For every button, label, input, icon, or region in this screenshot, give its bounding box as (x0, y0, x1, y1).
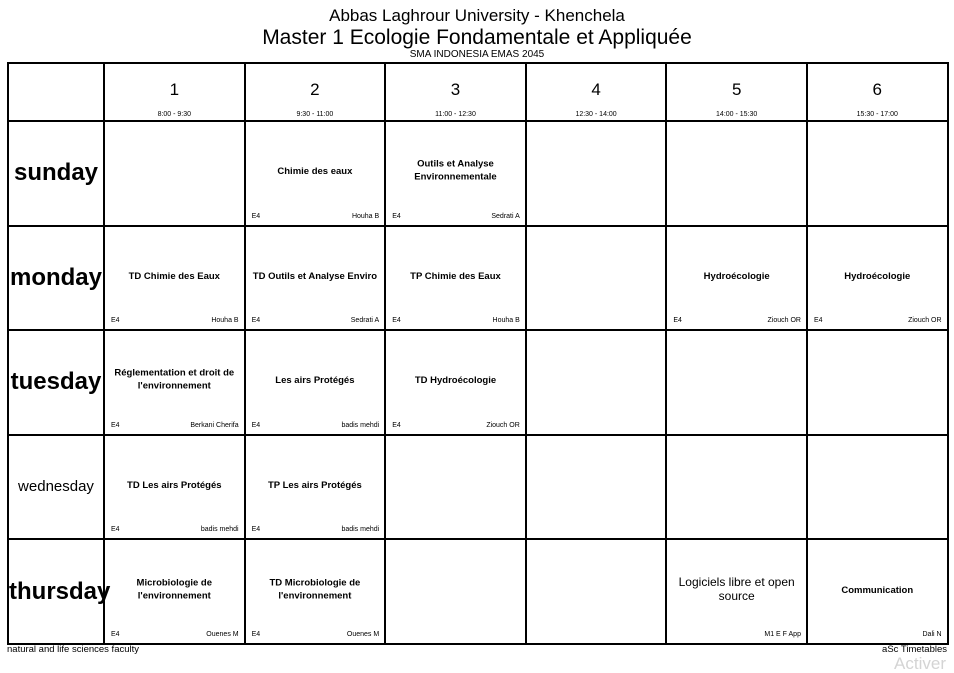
lesson-teacher: Ouenes M (206, 630, 239, 638)
class-subtitle: SMA INDONESIA EMAS 2045 (409, 49, 545, 60)
lesson-room: E4 (111, 317, 120, 325)
lesson-subject: TP Les airs Protégés (267, 480, 362, 492)
period-time: 8:00 - 9:30 (157, 111, 192, 118)
lesson-cell (104, 330, 245, 435)
period-header-row (8, 63, 948, 121)
lesson-cell (666, 539, 807, 644)
faculty-footer: natural and life sciences faculty (7, 644, 140, 655)
lesson-teacher: Dali N (922, 630, 942, 638)
lesson-teacher: Ouenes M (346, 630, 380, 638)
day-name: monday (9, 263, 102, 291)
day-label-cell (8, 330, 104, 435)
period-header-4 (526, 63, 667, 121)
lesson-subject: TD Les airs Protégés (127, 480, 222, 492)
lesson-subject: Réglementation et droit de l'environnement (114, 367, 235, 392)
lesson-subject: TD Outils et Analyse Enviro (252, 271, 377, 283)
period-time: 9:30 - 11:00 (296, 111, 334, 118)
day-label-cell (8, 121, 104, 226)
program-title: Master 1 Ecologie Fondamentale et Appliquée (262, 26, 692, 49)
lesson-subject: TD Microbiologie de l'environnement (269, 577, 361, 602)
period-header-5 (666, 63, 807, 121)
period-number: 3 (450, 80, 461, 99)
lesson-room: E4 (251, 630, 261, 638)
lesson-teacher: Houha B (351, 212, 380, 220)
empty-slot (666, 435, 807, 540)
lesson-cell (666, 226, 807, 331)
empty-slot (526, 121, 667, 226)
lesson-teacher: badis mehdi (341, 421, 380, 429)
period-time: 11:00 - 12:30 (435, 111, 476, 118)
university-title: Abbas Laghrour University - Khenchela (329, 6, 625, 25)
day-name: tuesday (10, 368, 102, 396)
day-row-tuesday (8, 330, 948, 435)
lesson-room: E4 (251, 212, 261, 220)
lesson-room: E4 (673, 317, 682, 325)
empty-slot (385, 539, 526, 644)
day-label-cell (8, 226, 104, 331)
lesson-room: E4 (251, 421, 261, 429)
lesson-cell (385, 330, 526, 435)
day-row-sunday (8, 121, 948, 226)
day-row-wednesday (8, 435, 948, 540)
empty-slot (807, 330, 948, 435)
lesson-subject: Hydroécologie (844, 271, 911, 283)
lesson-teacher: Ziouch OR (486, 421, 520, 429)
day-row-thursday (8, 539, 948, 644)
empty-slot (526, 539, 667, 644)
empty-slot (526, 330, 667, 435)
period-header-2 (245, 63, 386, 121)
software-credit: aSc Timetables (882, 644, 947, 655)
lesson-teacher: Houha B (211, 317, 239, 325)
lesson-room: E4 (111, 526, 120, 534)
empty-slot (666, 330, 807, 435)
corner-cell (8, 63, 104, 121)
period-number: 4 (591, 80, 601, 99)
lesson-cell (385, 121, 526, 226)
lesson-teacher: Berkani Cherifa (190, 421, 239, 429)
lesson-subject: Logiciels libre et open source (678, 574, 795, 603)
lesson-subject: TD Chimie des Eaux (128, 271, 220, 283)
lesson-cell (807, 226, 948, 331)
period-number: 1 (169, 80, 180, 99)
day-name: sunday (13, 159, 99, 187)
day-name: wednesday (18, 478, 94, 496)
empty-slot (526, 226, 667, 331)
empty-slot (807, 435, 948, 540)
activation-watermark: Activer (894, 654, 946, 673)
lesson-room: E4 (251, 317, 261, 325)
day-row-monday (8, 226, 948, 331)
lesson-subject: TP Chimie des Eaux (410, 271, 501, 283)
lesson-subject: TD Hydroécologie (414, 375, 497, 387)
period-header-1 (104, 63, 245, 121)
empty-slot (104, 121, 245, 226)
lesson-cell (245, 330, 386, 435)
lesson-cell (245, 539, 386, 644)
timetable-grid (7, 62, 949, 645)
empty-slot (526, 435, 667, 540)
lesson-teacher: badis mehdi (200, 526, 239, 534)
empty-slot (385, 435, 526, 540)
lesson-teacher: badis mehdi (341, 526, 380, 534)
lesson-subject: Microbiologie de l'environnement (136, 577, 213, 602)
lesson-teacher: Sedrati A (350, 317, 380, 325)
lesson-cell (104, 539, 245, 644)
lesson-room: E4 (111, 421, 120, 429)
period-time: 14:00 - 15:30 (716, 111, 758, 118)
lesson-teacher: Ziouch OR (767, 317, 801, 325)
lesson-room: E4 (392, 317, 401, 325)
lesson-room: E4 (111, 630, 120, 638)
lesson-teacher: Houha B (492, 317, 520, 325)
lesson-cell (104, 226, 245, 331)
lesson-subject: Outils et Analyse Environnementale (414, 158, 497, 183)
period-time: 12:30 - 14:00 (575, 111, 617, 118)
lesson-room: E4 (813, 317, 823, 325)
period-number: 2 (310, 80, 320, 99)
lesson-cell (245, 435, 386, 540)
lesson-subject: Hydroécologie (703, 271, 770, 283)
period-number: 6 (872, 80, 882, 99)
lesson-subject: Communication (841, 584, 914, 596)
period-time: 15:30 - 17:00 (856, 111, 898, 118)
lesson-subject: Chimie des eaux (277, 166, 353, 178)
lesson-cell (807, 539, 948, 644)
day-label-cell (8, 435, 104, 540)
lesson-room: E4 (392, 421, 401, 429)
lesson-cell (385, 226, 526, 331)
lesson-room: E4 (392, 212, 401, 220)
lesson-subject: Les airs Protégés (275, 375, 355, 387)
day-label-cell (8, 539, 111, 644)
lesson-teacher: Sedrati A (491, 212, 520, 220)
day-name: thursday (9, 577, 111, 605)
period-number: 5 (731, 80, 742, 99)
lesson-cell (104, 435, 245, 540)
lesson-teacher: M1 E F App (764, 630, 801, 638)
empty-slot (807, 121, 948, 226)
period-header-3 (385, 63, 526, 121)
lesson-teacher: Ziouch OR (908, 317, 942, 325)
lesson-room: E4 (251, 526, 261, 534)
period-header-6 (807, 63, 948, 121)
lesson-cell (245, 121, 386, 226)
lesson-cell (245, 226, 386, 331)
empty-slot (666, 121, 807, 226)
